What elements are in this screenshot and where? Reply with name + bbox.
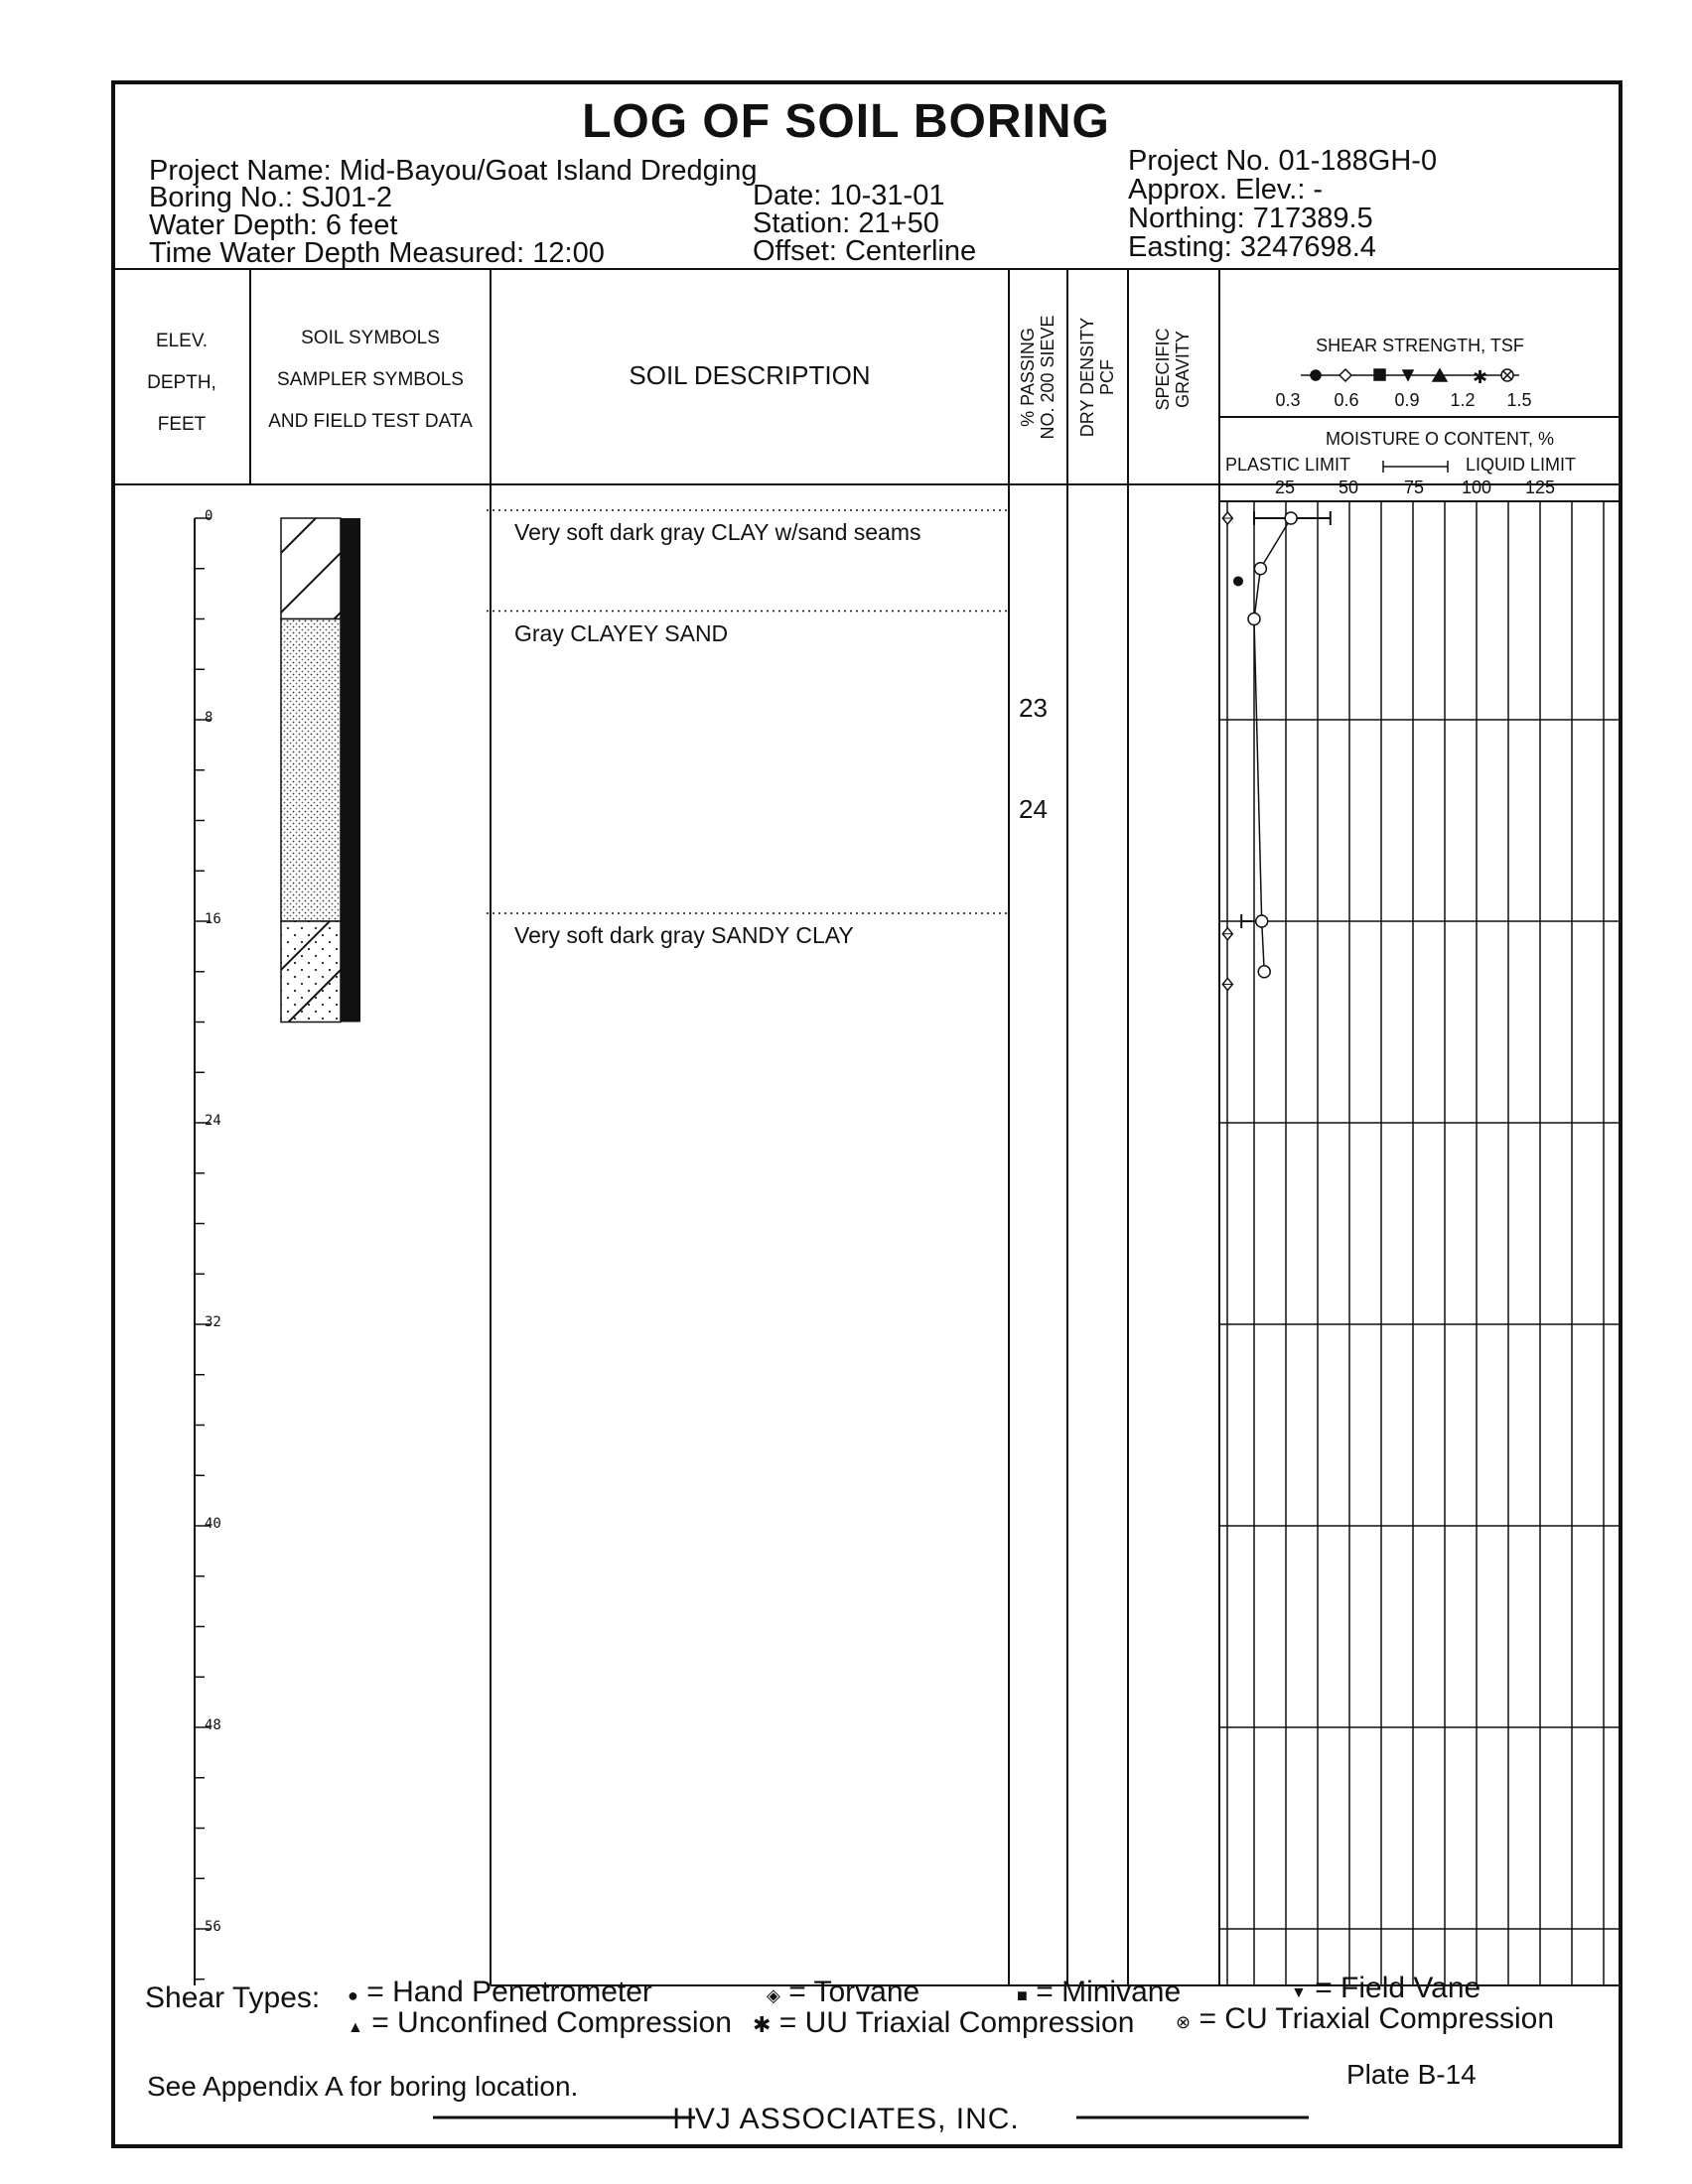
depth-tick-label: 8 xyxy=(205,710,213,726)
stratum-description: Gray CLAYEY SAND xyxy=(514,619,729,646)
circled-x-icon: ⊗ xyxy=(1176,2012,1192,2032)
depth-axis xyxy=(195,518,211,1985)
stratum-description: Very soft dark gray SANDY CLAY xyxy=(514,922,854,948)
date: Date: 10-31-01 xyxy=(753,180,945,211)
depth-tick-label: 40 xyxy=(205,1516,221,1532)
filled-circle-icon: ● xyxy=(348,1985,358,2005)
up-triangle-icon: ▲ xyxy=(348,2019,363,2036)
project-number: Project No. 01-188GH-0 xyxy=(1128,145,1438,177)
svg-text:✱: ✱ xyxy=(1473,367,1488,387)
header-shear-strength: SHEAR STRENGTH, TSF xyxy=(1316,336,1524,355)
northing: Northing: 717389.5 xyxy=(1128,203,1373,234)
water-depth: Water Depth: 6 feet xyxy=(149,209,398,241)
moisture-tick-label: 75 xyxy=(1403,478,1425,497)
legend-cu-triaxial: ⊗ = CU Triaxial Compression xyxy=(1176,2002,1555,2035)
legend-uu-triaxial: ✱ = UU Triaxial Compression xyxy=(753,2006,1135,2039)
moisture-tick-label: 25 xyxy=(1274,478,1296,497)
depth-tick-label: 32 xyxy=(205,1314,221,1330)
page-title: LOG OF SOIL BORING xyxy=(582,95,1110,148)
offset: Offset: Centerline xyxy=(753,235,977,267)
hand-penetrometer-point xyxy=(1233,576,1243,586)
strata-boundaries xyxy=(487,510,1009,913)
liquid-limit-label: LIQUID LIMIT xyxy=(1466,455,1577,475)
easting: Easting: 3247698.4 xyxy=(1128,231,1376,263)
moisture-point xyxy=(1254,563,1266,575)
sampler-bar xyxy=(341,518,360,1023)
shear-tick-label: 1.2 xyxy=(1450,390,1476,410)
moisture-point xyxy=(1256,915,1268,927)
header-moisture-content: MOISTURE O CONTENT, % xyxy=(1325,429,1554,449)
header-elev: ELEV. DEPTH, FEET xyxy=(147,331,216,435)
legend-hand-penetrometer: ● = Hand Penetrometer xyxy=(348,1976,652,2008)
diamond-icon: ◈ xyxy=(767,1985,780,2005)
depth-tick-label: 56 xyxy=(205,1919,221,1935)
shear-tick-label: 0.6 xyxy=(1334,390,1359,410)
approx-elevation: Approx. Elev.: - xyxy=(1128,174,1324,205)
plate-number: Plate B-14 xyxy=(1346,2059,1477,2090)
company-name: HVJ ASSOCIATES, INC. xyxy=(672,2103,1020,2135)
moisture-tick-label: 50 xyxy=(1338,478,1359,497)
legend-label: Shear Types: xyxy=(145,1981,321,2014)
stratum-description: Very soft dark gray CLAY w/sand seams xyxy=(514,519,921,545)
station: Station: 21+50 xyxy=(753,207,939,239)
time-measured: Time Water Depth Measured: 12:00 xyxy=(149,237,605,269)
depth-tick-label: 0 xyxy=(205,508,213,524)
down-triangle-icon: ▼ xyxy=(1291,1984,1307,2001)
header-soil-description: SOIL DESCRIPTION xyxy=(629,360,871,390)
appendix-note: See Appendix A for boring location. xyxy=(147,2071,579,2102)
depth-tick-label: 48 xyxy=(205,1717,221,1733)
soil-symbol-clay xyxy=(281,518,341,619)
header-dry-density: DRY DENSITY PCF xyxy=(1077,317,1117,438)
shear-symbol-scale xyxy=(1301,367,1519,387)
moisture-point xyxy=(1248,614,1260,625)
legend-minivane: ■ = Minivane xyxy=(1017,1976,1182,2008)
moisture-grid xyxy=(1219,501,1621,1985)
passing-value: 24 xyxy=(1019,793,1048,824)
moisture-tick-label: 100 xyxy=(1461,478,1492,497)
shear-tick-label: 0.3 xyxy=(1275,390,1301,410)
test-data-plot xyxy=(1222,511,1330,990)
passing-value: 23 xyxy=(1019,693,1048,724)
header-soil-symbols: SOIL SYMBOLS SAMPLER SYMBOLS AND FIELD TEST DATA xyxy=(268,328,473,432)
legend-unconfined: ▲ = Unconfined Compression xyxy=(348,2006,732,2039)
plastic-limit-label: PLASTIC LIMIT xyxy=(1225,455,1351,475)
moisture-point xyxy=(1258,966,1270,978)
project-name: Project Name: Mid-Bayou/Goat Island Dredging xyxy=(149,155,758,187)
soil-symbol-clayey-sand xyxy=(281,619,341,922)
shear-tick-label: 0.9 xyxy=(1394,390,1420,410)
header-specific-gravity: SPECIFIC GRAVITY xyxy=(1153,328,1193,411)
limit-bar-symbol xyxy=(1383,461,1448,473)
header-passing-no200: % PASSING NO. 200 SIEVE xyxy=(1018,315,1058,440)
soil-column xyxy=(281,518,360,1023)
boring-number: Boring No.: SJ01-2 xyxy=(149,182,393,213)
legend-torvane: ◈ = Torvane xyxy=(767,1976,920,2008)
depth-tick-label: 24 xyxy=(205,1113,221,1129)
depth-tick-label: 16 xyxy=(205,911,221,927)
shear-tick-label: 1.5 xyxy=(1506,390,1532,410)
moisture-point xyxy=(1285,512,1297,524)
asterisk-icon: ✱ xyxy=(753,2012,772,2037)
legend-field-vane: ▼ = Field Vane xyxy=(1291,1972,1481,2004)
moisture-tick-label: 125 xyxy=(1524,478,1556,497)
square-icon: ■ xyxy=(1017,1985,1028,2005)
